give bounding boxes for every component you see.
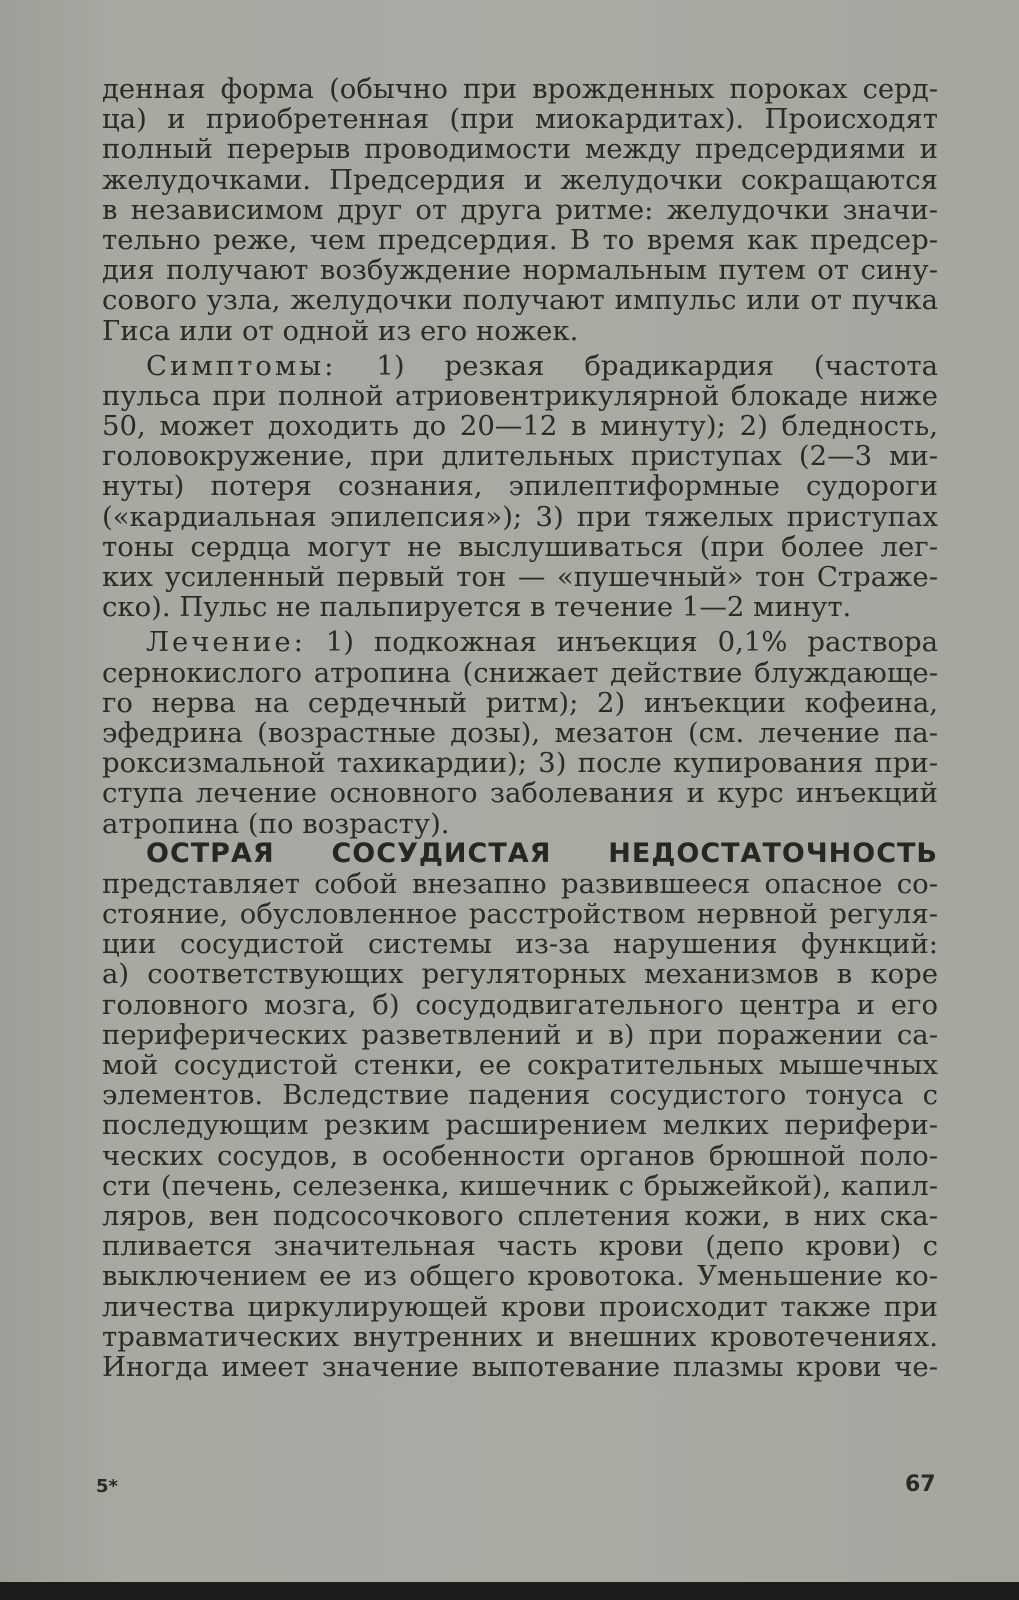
- scan-border: [0, 1582, 1019, 1600]
- symptoms-first-line-text: 1) резкая брадикардия (частота: [336, 349, 938, 382]
- text-line: нуты) потеря сознания, эпилептиформные судороги: [102, 470, 938, 503]
- text-line: го нерва на сердечный ритм); 2) инъекции кофеина,: [102, 686, 938, 719]
- text-line: пливается значительная часть крови (депо крови) с: [102, 1230, 938, 1263]
- text-line: личества циркулирующей крови происходит также при: [102, 1290, 938, 1323]
- text-line: ца) и приобретенная (при миокардитах). Происходят: [102, 103, 938, 136]
- text-line: тоны сердца могут не выслушиваться (при более лег-: [102, 530, 938, 563]
- text-line: Иногда имеет значение выпотевание плазмы крови че-: [102, 1350, 938, 1383]
- text-line: пульса при полной атриовентрикулярной блокаде ниже: [102, 379, 938, 412]
- paragraph-treatment: [102, 627, 938, 838]
- text-line: травматических внутренних и внешних кровотечениях.: [102, 1320, 938, 1353]
- section-acute-vascular-insufficiency: [102, 839, 938, 1382]
- text-line: денная форма (обычно при врожденных пороках серд-: [102, 73, 938, 105]
- symptoms-first-line: [102, 351, 938, 381]
- page-number: 67: [905, 1472, 936, 1497]
- printer-signature: 5*: [96, 1476, 118, 1497]
- text-line: («кардиальная эпилепсия»); 3) при тяжелых приступах: [102, 500, 938, 533]
- treatment-first-line: [102, 627, 938, 657]
- text-line: стояние, обусловленное расстройством нервной регуля-: [102, 898, 938, 931]
- text-line: периферических разветвлений и в) при поражении са-: [102, 1018, 938, 1051]
- text-line: ческих сосудов, в особенности органов брюшной поло-: [102, 1139, 938, 1172]
- text-line: Гиса или от одной из его ножек.: [102, 314, 579, 347]
- treatment-first-line-text: 1) подкожная инъекция 0,1% раствора: [305, 626, 938, 659]
- text-line: полный перерыв проводимости между предсердиями и: [102, 133, 938, 166]
- text-line: ких усиленный первый тон — «пушечный» тон Страже-: [102, 561, 938, 593]
- text-line: роксизмальной тахикардии); 3) после купирования при-: [102, 747, 938, 780]
- text-line: ции сосудистой системы из-за нарушения функций:: [102, 928, 938, 961]
- text-line: атропина (по возрасту).: [102, 807, 450, 840]
- page-text: [102, 74, 938, 1382]
- section-heading: ОСТРАЯ СОСУДИСТАЯ НЕДОСТАТОЧНОСТЬ: [146, 837, 938, 869]
- text-line: сернокислого атропина (снижает действие блуждающе-: [102, 656, 938, 689]
- text-line: в независимом друг от друга ритме: желудочки значи-: [102, 193, 938, 226]
- text-line: сти (печень, селезенка, кишечник с брыжейкой), капил-: [102, 1169, 938, 1202]
- text-line: ляров, вен подсосочкового сплетения кожи, в них ска-: [102, 1199, 938, 1232]
- symptoms-label: Симптомы:: [146, 349, 337, 382]
- text-line: выключением ее из общего кровотока. Уменьшение ко-: [102, 1260, 938, 1293]
- text-line: тельно реже, чем предсердия. В то время как предсер-: [102, 223, 938, 256]
- text-line: эфедрина (возрастные дозы), мезатон (см. лечение па-: [102, 716, 938, 749]
- treatment-label: Лечение:: [146, 626, 306, 659]
- text-line: ско). Пульс не пальпируется в течение 1—2 минут.: [102, 591, 852, 624]
- paragraph-intro: [102, 74, 938, 346]
- text-line: желудочками. Предсердия и желудочки сокращаются: [102, 163, 938, 196]
- text-line: представляет собой внезапно развившееся опасное со-: [102, 867, 938, 900]
- text-line: головокружение, при длительных приступах (2—3 ми-: [102, 440, 938, 473]
- text-line: ступа лечение основного заболевания и курс инъекций: [102, 777, 938, 810]
- text-line: головного мозга, б) сосудодвигательного центра и его: [102, 988, 938, 1021]
- text-line: элементов. Вследствие падения сосудистого тонуса с: [102, 1079, 938, 1112]
- paragraph-symptoms: [102, 351, 938, 623]
- text-line: а) соответствующих регуляторных механизмов в коре: [102, 958, 938, 991]
- text-line: сового узла, желудочки получают импульс или от пучка: [102, 284, 938, 317]
- text-line: 50, может доходить до 20—12 в минуту); 2) бледность,: [102, 410, 938, 443]
- text-line: дия получают возбуждение нормальным путем от сину-: [102, 254, 938, 287]
- text-line: мой сосудистой стенки, ее сократительных мышечных: [102, 1049, 938, 1081]
- text-line: последующим резким расширением мелких перифери-: [102, 1109, 938, 1142]
